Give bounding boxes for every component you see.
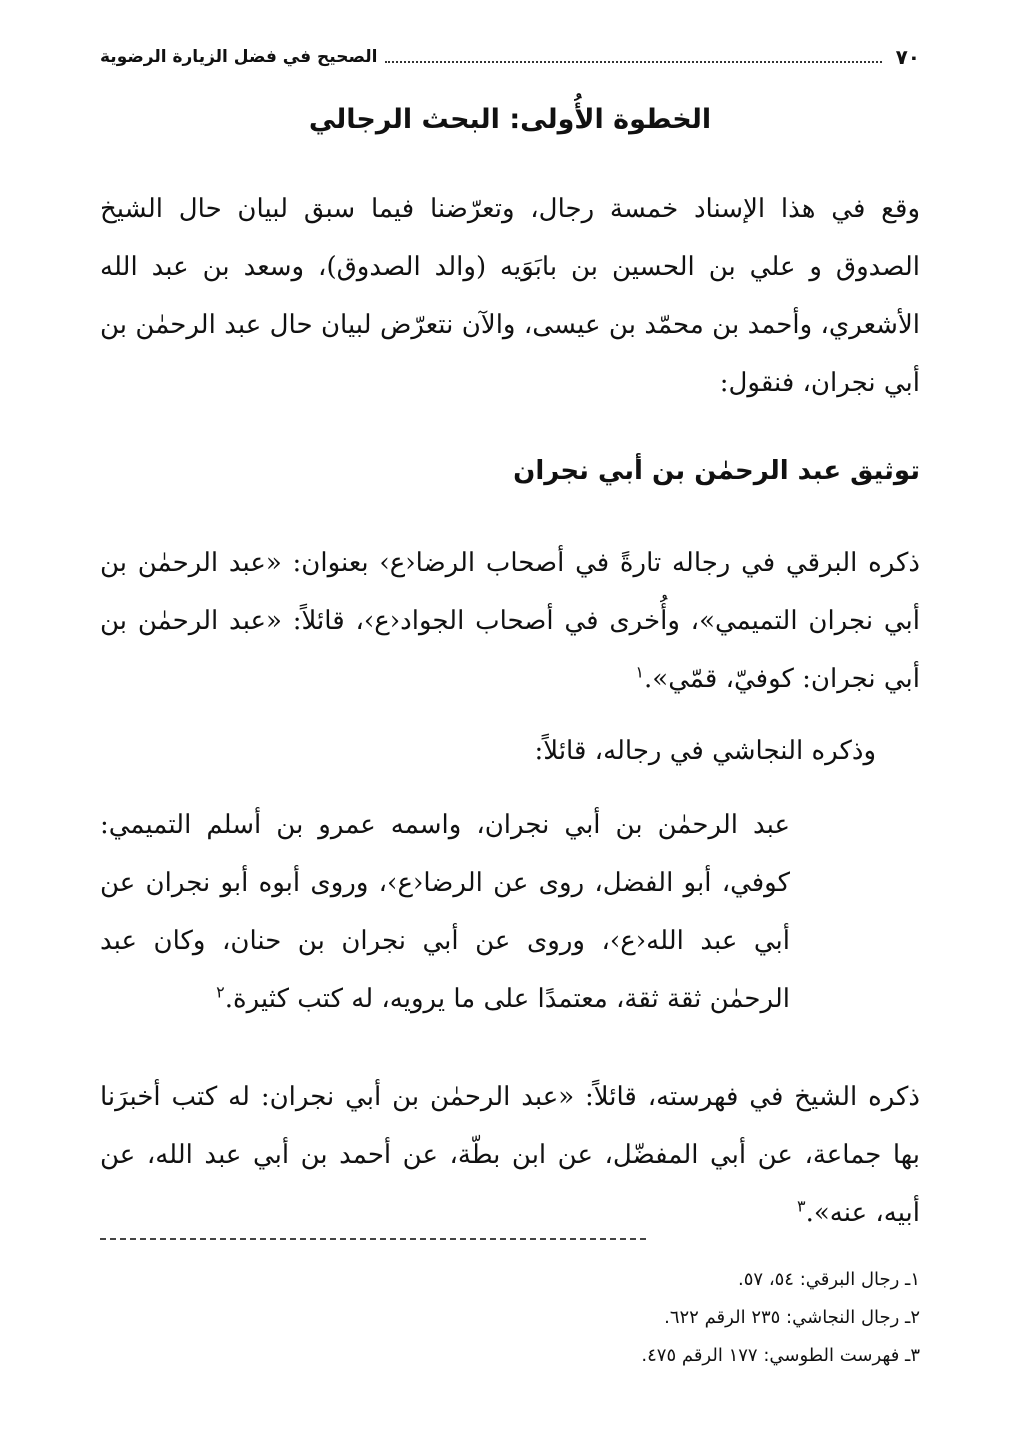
footnote-item: ٣ـ فهرست الطوسي: ١٧٧ الرقم ٤٧٥. [641,1345,920,1366]
running-title: الصحيح في فضل الزيارة الرضوية [100,47,378,67]
footnote-ref-3[interactable]: ٣ [797,1196,806,1216]
page-number: ٧٠ [895,45,920,69]
footnote-separator [100,1238,646,1240]
barqi-paragraph [100,534,920,708]
section-title: الخطوة الأُولى: البحث الرجالي [308,104,712,135]
tusi-paragraph [100,1068,920,1242]
subheading: توثيق عبد الرحمٰن بن أبي نجران [513,456,920,486]
footnote-item: ٢ـ رجال النجاشي: ٢٣٥ الرقم ٦٢٢. [664,1307,920,1328]
najashi-quote [100,796,790,1028]
header-dotted-leader [385,61,881,63]
footnote-ref-1[interactable]: ١ [635,662,645,682]
barqi-text: ذكره البرقي في رجاله تارةً في أصحاب الرضا‹ع› بعنوان: «عبد الرحمٰن بن أبي نجران التميمي»، وأُخرى في أصحاب الجواد‹ع›، قائلاً: «عبد الرحمٰن بن أبي نجران: كوفيّ، قمّي». [100,548,920,694]
najashi-quote-text: عبد الرحمٰن بن أبي نجران، واسمه عمرو بن أسلم التميمي: كوفي، أبو الفضل، روى عن الرضا‹ع›، وروى أبوه أبو نجران عن أبي عبد الله‹ع›، وروى عن أبي نجران بن حنان، وكان عبد الرحمٰن ثقة ثقة، معتمدًا على ما يرويه، له كتب كثيرة. [100,810,790,1014]
najashi-intro: وذكره النجاشي في رجاله، قائلاً: [534,736,876,766]
intro-paragraph: وقع في هذا الإسناد خمسة رجال، وتعرّضنا فيما سبق لبيان حال الشيخ الصدوق و علي بن الحسين بن بابَوَيه (والد الصدوق)، وسعد بن عبد الله الأشعري، وأحمد بن محمّد بن عيسى، والآن نتعرّض لبيان حال عبد الرحمٰن بن أبي نجران، فنقول: [100,194,920,398]
running-header [100,40,920,74]
footnote-item: ١ـ رجال البرقي: ٥٤، ٥٧. [738,1269,920,1290]
footnotes-list [100,1262,920,1376]
tusi-text: ذكره الشيخ في فهرسته، قائلاً: «عبد الرحمٰن بن أبي نجران: له كتب أخبرَنا بها جماعة، عن أبي المفضّل، عن ابن بطّة، عن أحمد بن أبي عبد الله، عن أبيه، عنه». [100,1082,920,1228]
book-page [100,32,920,1412]
footnote-ref-2[interactable]: ٢ [216,982,225,1002]
